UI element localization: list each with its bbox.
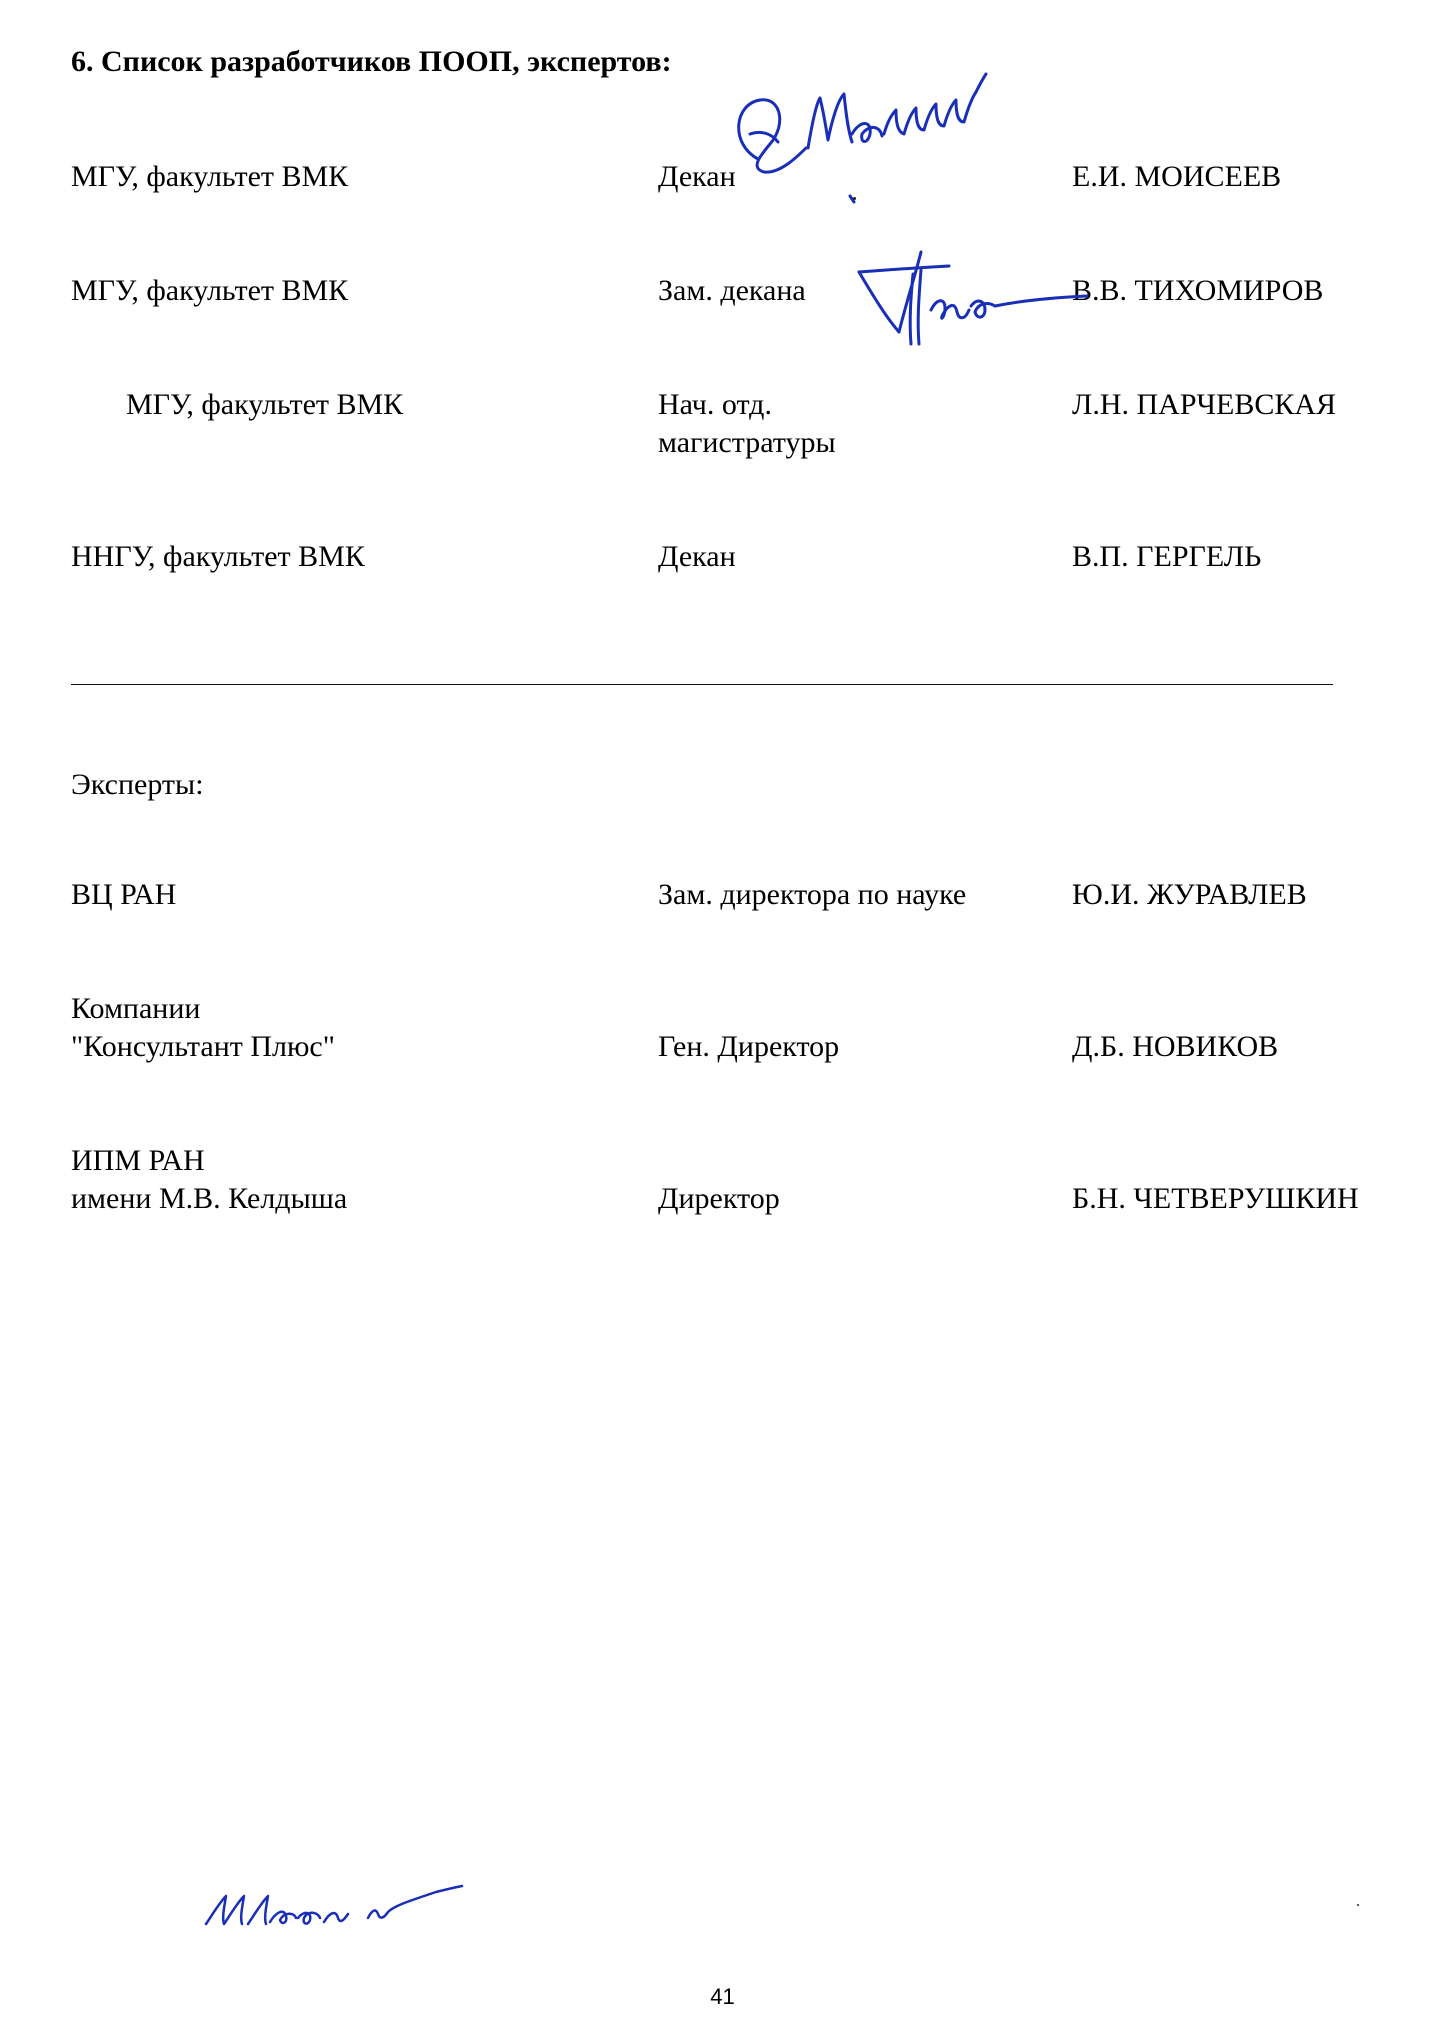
developer-org: МГУ, факультет ВМК: [71, 274, 349, 307]
section-heading: 6. Список разработчиков ПООП, экспертов:: [71, 45, 672, 78]
expert-org: имени М.В. Келдыша: [71, 1182, 348, 1215]
expert-position: Зам. директора по науке: [658, 878, 967, 911]
developer-name: В.П. ГЕРГЕЛЬ: [1072, 540, 1262, 573]
expert-position: Ген. Директор: [658, 1030, 840, 1063]
separator-line: [71, 684, 1333, 685]
developer-position: магистратуры: [658, 426, 836, 459]
developer-name: Е.И. МОИСЕЕВ: [1072, 160, 1282, 193]
expert-position: Директор: [658, 1182, 780, 1215]
developer-position: Нач. отд.: [658, 388, 772, 421]
developer-org: МГУ, факультет ВМК: [71, 160, 349, 193]
expert-org: "Консультант Плюс": [71, 1030, 335, 1063]
expert-name: Ю.И. ЖУРАВЛЕВ: [1072, 878, 1307, 911]
page-number: 41: [710, 1984, 735, 2009]
experts-title: Эксперты:: [71, 768, 204, 801]
expert-org: ВЦ РАН: [71, 878, 177, 911]
expert-name: Б.Н. ЧЕТВЕРУШКИН: [1072, 1182, 1359, 1215]
developer-org: МГУ, факультет ВМК: [126, 388, 404, 421]
developer-name: Л.Н. ПАРЧЕВСКАЯ: [1072, 388, 1337, 421]
developer-position: Зам. декана: [658, 274, 806, 307]
signature-footer: [200, 1872, 480, 1942]
developer-position: Декан: [658, 540, 736, 573]
expert-name: Д.Б. НОВИКОВ: [1072, 1030, 1279, 1063]
signature-dean: [720, 64, 1040, 214]
developer-org: ННГУ, факультет ВМК: [71, 540, 365, 573]
ink-dot: [1357, 1904, 1359, 1906]
expert-org: Компании: [71, 992, 201, 1025]
developer-name: В.В. ТИХОМИРОВ: [1072, 274, 1324, 307]
developer-position: Декан: [658, 160, 736, 193]
expert-org: ИПМ РАН: [71, 1144, 205, 1177]
ink-dot: [853, 197, 856, 200]
signature-deputy-dean: [855, 240, 1095, 350]
